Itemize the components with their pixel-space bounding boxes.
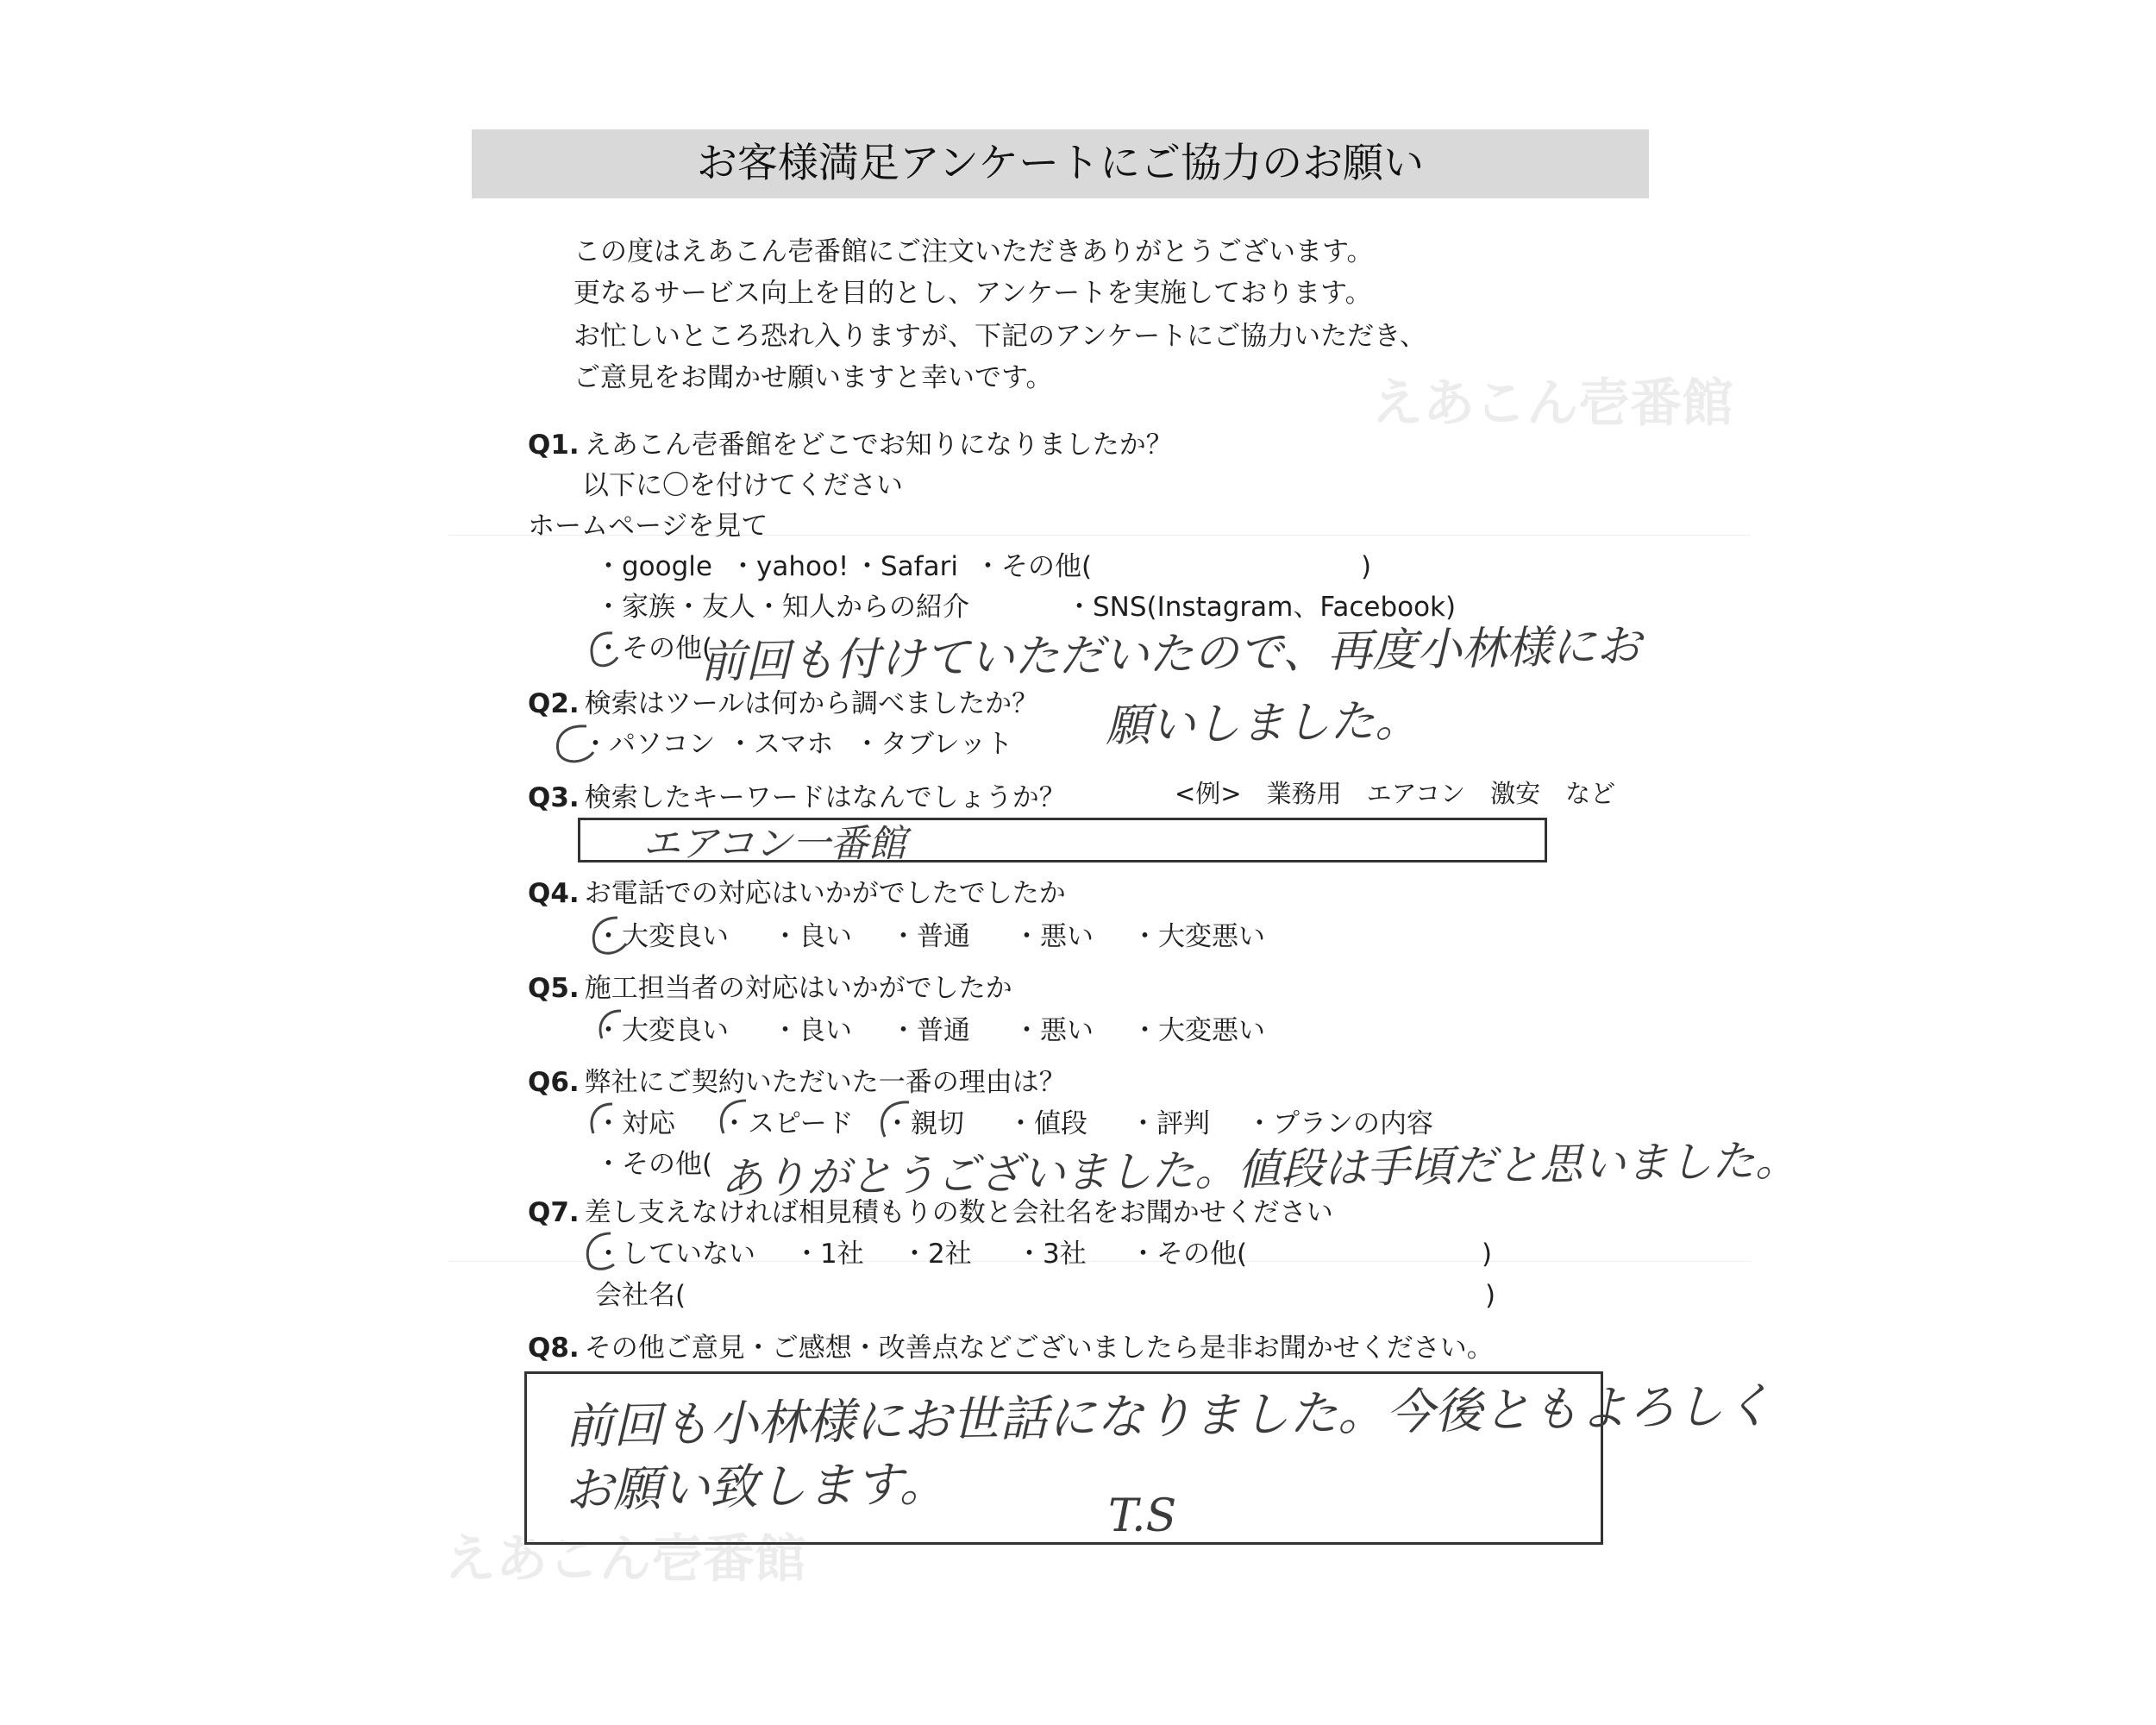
q6-text: 弊社にご契約いただいた一番の理由は？ [584, 1067, 1066, 1098]
q6-circle-mark-kindness [873, 1095, 924, 1149]
q4-option-bad[interactable]: ・悪い [1013, 921, 1094, 952]
q2-option-smartphone[interactable]: ・スマホ [727, 729, 834, 760]
q3-example: <例> 業務用 エアコン 激安 など [1175, 779, 1616, 808]
q5-text: 施工担当者の対応はいかがでしたか [584, 973, 1012, 1004]
q3-number: Q3. [528, 782, 580, 813]
q5-circle-mark [592, 1006, 635, 1052]
q8-signature: T.S [1108, 1490, 1177, 1542]
q1-option-other[interactable]: ・その他( [595, 633, 713, 664]
intro-line-1: この度はえあこん壱番館にご注文いただきありがとうございます。 [573, 236, 1374, 267]
q8-handwritten-2: お願い致します。 [564, 1456, 949, 1519]
q6-option-other[interactable]: ・その他( [595, 1149, 713, 1180]
q7-option-none[interactable]: ・していない [595, 1239, 755, 1270]
q3-handwritten: エアコン一番館 [642, 822, 906, 866]
q1-circle-mark [585, 628, 623, 671]
watermark-bottom: えあこん壱番館 [444, 1529, 806, 1590]
q4-option-good[interactable]: ・良い [772, 921, 852, 952]
q6-option-plan[interactable]: ・プランの内容 [1246, 1108, 1433, 1139]
q8-handwritten-1: 前回も小林様にお世話になりました。今後ともよろしく [564, 1377, 1773, 1456]
q6-option-kindness[interactable]: ・親切 [884, 1108, 964, 1139]
q6-handwritten: ありがとうございました。値段は手頃だと思いました。 [719, 1135, 1799, 1204]
q1-option-other-web-close: ) [1361, 551, 1372, 582]
q7-circle-mark [580, 1228, 624, 1276]
q2-text: 検索はツールは何から調べましたか？ [584, 688, 1039, 719]
q1-heading [528, 428, 1173, 462]
q7-option-1[interactable]: ・1社 [793, 1239, 864, 1270]
q1-group-label: ホームページを見て [528, 511, 768, 542]
q1-option-safari[interactable]: ・Safari [854, 551, 958, 582]
q2-circle-mark [548, 721, 600, 769]
q3-heading [528, 781, 1066, 815]
q6-option-service[interactable]: ・対応 [595, 1108, 675, 1139]
q1-option-yahoo[interactable]: ・yahoo! [730, 551, 849, 582]
q4-option-average[interactable]: ・普通 [890, 921, 970, 952]
q2-number: Q2. [528, 688, 580, 719]
intro-line-4: ご意見をお聞かせ願いますと幸いです。 [573, 362, 1053, 393]
q6-option-price[interactable]: ・値段 [1007, 1108, 1087, 1139]
q6-option-speed[interactable]: ・スピード [721, 1108, 854, 1139]
page-title: お客様満足アンケートにご協力のお願い [696, 140, 1425, 187]
q6-heading [528, 1065, 1066, 1100]
q4-option-very-good[interactable]: ・大変良い [595, 921, 729, 952]
q1-option-google[interactable]: ・google [595, 551, 712, 582]
q3-text: 検索したキーワードはなんでしょうか？ [584, 782, 1066, 813]
q1-option-sns[interactable]: ・SNS(Instagram、Facebook) [1066, 592, 1457, 623]
q1-handwritten-2: 願いしました。 [1105, 694, 1420, 753]
q1-option-family[interactable]: ・家族・友人・知人からの紹介 [595, 592, 969, 623]
q4-circle-mark [586, 913, 633, 961]
q4-option-very-bad[interactable]: ・大変悪い [1131, 921, 1265, 952]
q7-option-3[interactable]: ・3社 [1016, 1239, 1087, 1270]
q5-option-very-bad[interactable]: ・大変悪い [1131, 1015, 1265, 1046]
q8-number: Q8. [528, 1333, 580, 1364]
q4-heading [528, 876, 1066, 911]
watermark-top: えあこん壱番館 [1371, 373, 1733, 434]
q5-option-average[interactable]: ・普通 [890, 1015, 970, 1046]
q6-circle-mark-speed [711, 1095, 763, 1147]
q5-option-very-good[interactable]: ・大変良い [595, 1015, 729, 1046]
intro-line-2: 更なるサービス向上を目的とし、アンケートを実施しております。 [573, 278, 1372, 309]
q1-text: えあこん壱番館をどこでお知りになりましたか？ [584, 430, 1173, 461]
q1-handwritten-1: 前回も付けていただいたので、再度小林様にお [699, 620, 1642, 689]
q5-number: Q5. [528, 973, 580, 1004]
q2-option-tablet[interactable]: ・タブレット [854, 729, 1013, 760]
q2-option-pc[interactable]: ・パソコン [582, 729, 716, 760]
q7-heading [528, 1195, 1333, 1230]
q7-text: 差し支えなければ相見積もりの数と会社名をお聞かせください [584, 1197, 1333, 1228]
q6-circle-mark-service [583, 1099, 626, 1145]
q5-option-good[interactable]: ・良い [772, 1015, 852, 1046]
q7-company-close: ) [1485, 1280, 1496, 1311]
q7-company-label[interactable]: 会社名( [595, 1280, 686, 1311]
q6-number: Q6. [528, 1067, 580, 1098]
q5-option-bad[interactable]: ・悪い [1013, 1015, 1094, 1046]
q5-heading [528, 971, 1012, 1006]
q8-heading [528, 1331, 1494, 1365]
q7-option-2[interactable]: ・2社 [901, 1239, 972, 1270]
q4-number: Q4. [528, 878, 580, 909]
q7-option-other[interactable]: ・その他( [1130, 1239, 1248, 1270]
q1-sub: 以下に〇を付けてください [582, 470, 903, 501]
q2-heading [528, 687, 1038, 721]
intro-line-3: お忙しいところ恐れ入りますが、下記のアンケートにご協力いただき、 [573, 321, 1426, 352]
q7-option-other-close: ) [1482, 1239, 1493, 1270]
q1-option-other-web[interactable]: ・その他( [975, 551, 1093, 582]
q7-number: Q7. [528, 1197, 580, 1228]
q6-option-reputation[interactable]: ・評判 [1130, 1108, 1210, 1139]
q4-text: お電話での対応はいかがでしたでしたか [584, 878, 1066, 909]
q1-number: Q1. [528, 430, 580, 461]
q8-text: その他ご意見・ご感想・改善点などございましたら是非お聞かせください。 [584, 1333, 1494, 1364]
